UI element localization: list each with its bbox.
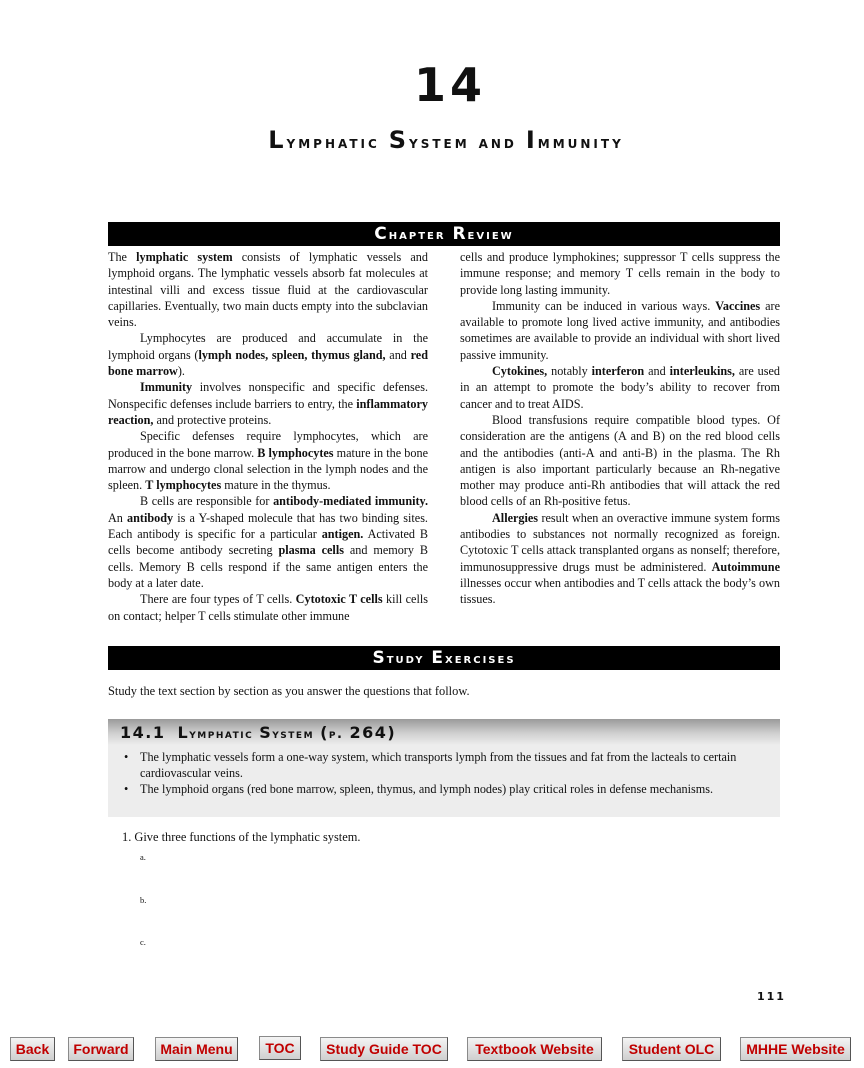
review-text-run: notably — [547, 364, 592, 379]
review-left-column — [108, 249, 428, 624]
review-text-run: are available to promote long lived active immunity, and antibodies sometimes are available to provide an individual with short lived passive immunity. — [460, 298, 780, 362]
bold-term: Cytokines, — [492, 364, 548, 379]
bullet-text: The lymphatic vessels form a one-way system, which transports lymph from the tissues and fat from the lacteals to certain cardiovascular veins. — [140, 750, 737, 780]
section-title-rest-2: ystem — [272, 727, 315, 742]
review-text-run: The — [108, 250, 137, 264]
review-text-run: illnesses occur when antibodies and T cells attack the body’s own tissues. — [460, 575, 780, 607]
answer-c-label: c. — [140, 937, 146, 947]
student-olc-button[interactable]: Student OLC — [622, 1037, 721, 1061]
study-guide-toc-button[interactable]: Study Guide TOC — [320, 1037, 448, 1061]
study-exercises-bar — [108, 646, 780, 670]
exercises-bar-rest-2: xercises — [444, 651, 516, 667]
textbook-website-button[interactable]: Textbook Website — [467, 1037, 602, 1061]
bold-term: B lymphocytes — [257, 445, 334, 460]
bullet-item — [124, 781, 754, 797]
review-paragraph — [108, 379, 428, 428]
review-paragraph — [460, 363, 780, 412]
bold-term: inflammatory reaction, — [108, 396, 428, 427]
bullet-item — [124, 749, 754, 781]
section-header — [108, 719, 780, 745]
bullet-dot: • — [124, 750, 129, 764]
review-paragraph — [460, 412, 780, 510]
toc-button[interactable]: TOC — [259, 1036, 301, 1060]
bold-term: Allergies — [492, 510, 539, 525]
section-title-initial-1: L — [177, 723, 190, 742]
mhhe-website-button[interactable]: MHHE Website — [740, 1037, 851, 1061]
review-text-run: cells and produce lymphokines; suppressor T cells suppress the immune response; and memory T cells remain in the body to provide long lasting immunity. — [460, 250, 780, 297]
review-bar-rest-2: eview — [467, 227, 514, 243]
review-paragraph — [460, 510, 780, 608]
review-text-run: An — [108, 510, 128, 525]
forward-button[interactable]: Forward — [68, 1037, 134, 1061]
review-paragraph — [460, 249, 780, 298]
chapter-title — [14, 126, 864, 154]
review-text-run: and memory B cells. Memory B cells respond if the same antigen enters the body at a later date. — [108, 543, 428, 590]
review-text-run: B cells are responsible for — [140, 494, 274, 509]
review-right-column — [460, 249, 780, 608]
review-text-run: is a Y-shaped molecule that has two binding sites. Each antibody is specific for a particular — [108, 510, 428, 542]
review-paragraph — [108, 493, 428, 591]
answer-b-label: b. — [140, 895, 147, 905]
main-menu-button[interactable]: Main Menu — [155, 1037, 238, 1061]
bold-term: lymphatic system — [136, 250, 233, 264]
bold-term: antigen. — [321, 527, 364, 542]
title-initial-1: L — [268, 126, 287, 154]
review-text-run: and protective proteins. — [153, 412, 272, 427]
review-paragraph — [108, 330, 428, 379]
chapter-number: 14 — [413, 58, 486, 112]
review-paragraph — [108, 591, 428, 624]
review-text-run: ). — [177, 364, 185, 379]
title-rest-1: ymphatic — [286, 133, 380, 153]
review-text-run: and — [385, 347, 411, 362]
review-paragraph — [460, 298, 780, 363]
exercises-bar-initial-2: E — [431, 648, 445, 668]
page-ref-p: p. — [328, 727, 344, 742]
answer-a-label: a. — [140, 852, 146, 862]
section-title-rest-1: ymphatic — [189, 727, 254, 742]
review-text-run: result when an overactive immune system forms antibodies to substances not normally recognized as foreign. Cytotoxic T cells attack transplanted organs as nonself; therefore, immunosuppressive drugs must be administered. — [460, 510, 780, 574]
section-title — [120, 723, 396, 742]
review-text-run: Lymphocytes are produced and accumulate in the lymphoid organs ( — [108, 331, 428, 362]
section-title-initial-2: S — [259, 723, 273, 742]
bold-term: Cytotoxic T cells — [295, 592, 383, 607]
page-ref-num: 264) — [349, 723, 397, 742]
review-bar-initial-2: R — [452, 224, 468, 244]
bold-term: Autoimmune — [711, 559, 780, 574]
section-number: 14.1 — [120, 723, 166, 742]
title-rest-3: mmunity — [537, 133, 624, 153]
page-ref-open: ( — [320, 723, 329, 742]
review-text-run: kill cells on contact; helper T cells stimulate other immune — [108, 592, 428, 623]
title-rest-2: ystem and — [409, 133, 517, 153]
title-initial-3: I — [525, 126, 538, 154]
review-text-run: Immunity can be induced in various ways. — [492, 298, 716, 313]
bold-term: Immunity — [140, 380, 193, 395]
review-text-run: Specific defenses require lymphocytes, which are produced in the bone marrow. — [108, 429, 428, 460]
bold-term: antibody-mediated immunity. — [273, 494, 429, 509]
question-1: 1. Give three functions of the lymphatic system. — [122, 830, 361, 844]
review-bar-initial-1: C — [374, 224, 389, 244]
review-text-run: mature in the bone marrow and undergo clonal selection in the lymph nodes and the spleen. — [108, 445, 428, 493]
bullet-dot: • — [124, 782, 129, 796]
bold-term: Vaccines — [715, 298, 761, 313]
bold-term: lymph nodes, spleen, thymus gland, — [198, 347, 386, 362]
exercises-intro: Study the text section by section as you answer the questions that follow. — [108, 684, 470, 698]
review-text-run: mature in the thymus. — [221, 478, 331, 493]
exercises-bar-rest-1: tudy — [386, 651, 425, 667]
bold-term: red bone marrow — [108, 347, 428, 379]
section-bullets — [124, 749, 754, 797]
bold-term: T lymphocytes — [145, 478, 222, 493]
review-text-run: involves nonspecific and specific defenses. Nonspecific defenses include barriers to entry, the — [108, 380, 428, 411]
review-text-run: are used in an attempt to promote the body’s ability to recover from cancer and to treat AIDS. — [460, 364, 780, 411]
bold-term: plasma cells — [278, 543, 344, 558]
review-text-run: consists of lymphatic vessels and lymphoid organs. The lymphatic vessels absorb fat molecules at intestinal villi and excess tissue fluid at the cardiovascular capillaries. Eventually, two main ducts empty into the subclavian veins. — [108, 250, 428, 330]
page-number: 111 — [757, 990, 786, 1003]
bold-term: interleukins, — [669, 364, 735, 379]
title-initial-2: S — [388, 126, 410, 154]
bold-term: interferon — [591, 364, 645, 379]
bullet-text: The lymphoid organs (red bone marrow, spleen, thymus, and lymph nodes) play critical roles in defense mechanisms. — [140, 782, 714, 796]
back-button[interactable]: Back — [10, 1037, 55, 1061]
review-text-run: There are four types of T cells. — [140, 592, 296, 607]
section-14-1 — [108, 719, 780, 817]
review-bar-rest-1: hapter — [388, 227, 446, 243]
review-paragraph — [108, 249, 428, 330]
review-paragraph — [108, 428, 428, 493]
chapter-review-bar — [108, 222, 780, 246]
bold-term: antibody — [127, 510, 174, 525]
review-text-run: and — [644, 364, 670, 379]
exercises-bar-initial-1: S — [372, 648, 387, 668]
review-text-run: Activated B cells become antibody secreting — [108, 527, 428, 558]
review-text-run: Blood transfusions require compatible blood types. Of consideration are the antigens (A and B) on the red blood cells and the antibodies (anti-A and anti-B) in the plasma. The Rh antigen is also important particularly because an Rh-negative mother may produce anti-Rh antibodies that will attack the red blood cells of an Rh-positive fetus. — [460, 412, 780, 509]
